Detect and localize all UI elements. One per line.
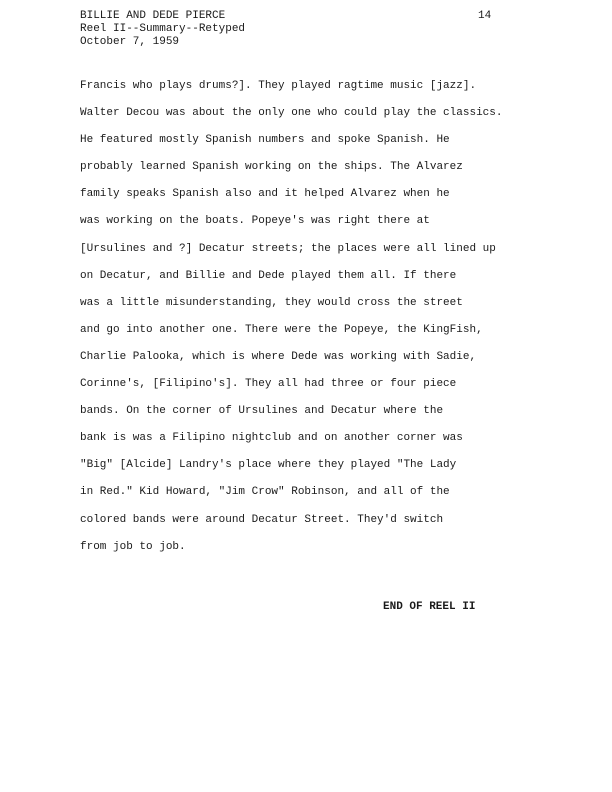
body-line: in Red." Kid Howard, "Jim Crow" Robinson, and all of the — [80, 486, 450, 499]
end-of-reel-mark: END OF REEL II — [383, 601, 476, 613]
document-header — [80, 10, 245, 49]
body-line: on Decatur, and Billie and Dede played them all. If there — [80, 269, 457, 282]
body-line: He featured mostly Spanish numbers and spoke Spanish. He — [80, 134, 450, 147]
body-line: Corinne's, [Filipino's]. They all had three or four piece — [80, 378, 457, 391]
body-line: was working on the boats. Popeye's was right there at — [80, 215, 430, 228]
page-number: 14 — [478, 10, 492, 22]
body-line: and go into another one. There were the Popeye, the KingFish, — [80, 323, 483, 336]
header-reel: Reel II--Summary--Retyped — [80, 23, 246, 35]
body-line: bank is was a Filipino nightclub and on another corner was — [80, 432, 463, 445]
body-line: Francis who plays drums?]. They played ragtime music [jazz]. — [80, 80, 477, 92]
body-line: bands. On the corner of Ursulines and Decatur where the — [80, 405, 444, 418]
body-line: "Big" [Alcide] Landry's place where they played "The Lady — [80, 459, 457, 472]
body-line: was a little misunderstanding, they would cross the street — [80, 296, 463, 309]
body-line: Walter Decou was about the only one who could play the classics. — [80, 107, 503, 120]
header-date: October 7, 1959 — [80, 36, 180, 48]
header-title: BILLIE AND DEDE PIERCE — [80, 10, 226, 22]
body-line: Charlie Palooka, which is where Dede was working with Sadie, — [80, 350, 477, 363]
body-line: from job to job. — [80, 540, 186, 553]
body-text — [80, 80, 590, 568]
body-line: [Ursulines and ?] Decatur streets; the places were all lined up — [80, 242, 496, 255]
body-line: probably learned Spanish working on the ships. The Alvarez — [80, 161, 463, 174]
body-line: family speaks Spanish also and it helped Alvarez when he — [80, 188, 450, 201]
body-line: colored bands were around Decatur Street. They'd switch — [80, 513, 444, 526]
